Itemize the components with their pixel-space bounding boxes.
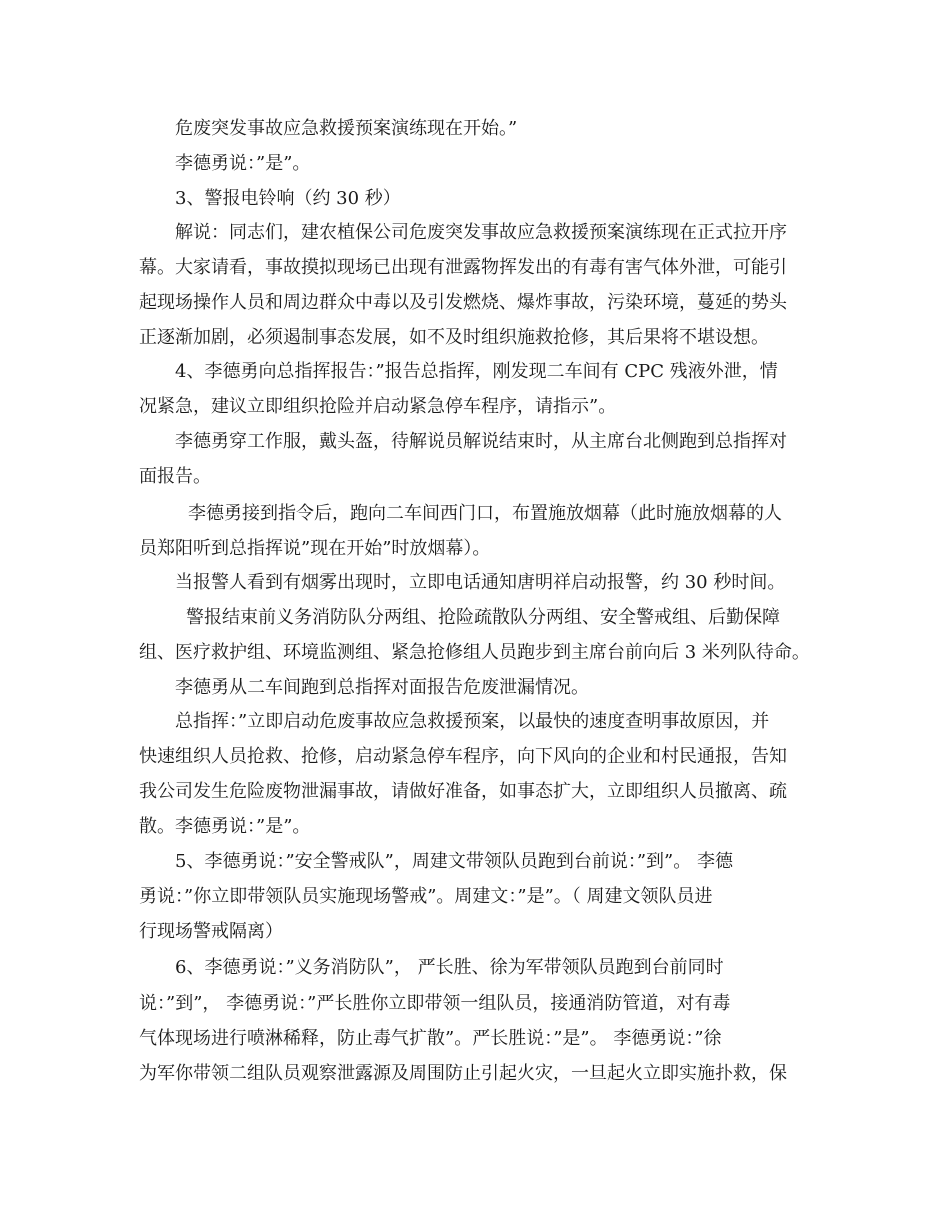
text-line: 当报警人看到有烟雾出现时，立即电话通知唐明祥启动报警，约 30 秒时间。 [175,572,786,593]
text-line: 警报结束前义务消防队分两组、抢险疏散队分两组、安全警戒组、后勤保障 [186,607,780,628]
text-line: 李德勇穿工作服，戴头盔，待解说员解说结束时，从主席台北侧跑到总指挥对 [175,431,787,452]
text-line: 组、医疗救护组、环境监测组、紧急抢修组人员跑步到主席台前向后 3 米列队待命。 [139,642,810,663]
text-line: 面报告。 [139,466,211,487]
text-line: 起现场操作人员和周边群众中毒以及引发燃烧、爆炸事故，污染环境，蔓延的势头 [139,292,787,313]
text-line: 行现场警戒隔离） [139,921,283,942]
text-line: 员郑阳听到总指挥说”现在开始”时放烟幕）。 [139,538,491,559]
text-line: 幕。大家请看，事故摸拟现场已出现有泄露物挥发出的有毒有害气体外泄，可能引 [139,257,787,278]
text-line: 勇说：”你立即带领队员实施现场警戒”。周建文：”是”。（ 周建文领队员进 [139,886,713,907]
text-line: 我公司发生危险废物泄漏事故，请做好准备，如事态扩大，立即组织人员撤离、疏 [139,781,787,802]
text-line: 5、李德勇说：”安全警戒队”，周建文带领队员跑到台前说：”到”。 李德 [175,851,733,872]
text-line: 为军你带领二组队员观察泄露源及周围防止引起火灾，一旦起火立即实施扑救，保 [139,1063,787,1084]
text-line: 正逐渐加剧，必须遏制事态发展，如不及时组织施救抢修，其后果将不堪设想。 [139,327,769,348]
text-line: 3、警报电铃响（约 30 秒） [175,188,401,209]
text-line: 危废突发事故应急救援预案演练现在开始。” [175,118,518,139]
text-line: 4、李德勇向总指挥报告：”报告总指挥，刚发现二车间有 CPC 残液外泄，情 [175,361,778,382]
text-line: 快速组织人员抢救、抢修，启动紧急停车程序，向下风向的企业和村民通报，告知 [139,746,787,767]
text-line: 李德勇从二车间跑到总指挥对面报告危废泄漏情况。 [175,677,589,698]
text-line: 李德勇接到指令后，跑向二车间西门口，布置施放烟幕（此时施放烟幕的人 [188,503,782,524]
text-line: 气体现场进行喷淋稀释，防止毒气扩散”。严长胜说：”是”。 李德勇说：”徐 [139,1028,722,1049]
text-line: 李德勇说：”是”。 [175,153,311,174]
text-line: 说：”到”， 李德勇说：”严长胜你立即带领一组队员，接通消防管道，对有毒 [139,993,731,1014]
text-line: 总指挥：”立即启动危废事故应急救援预案，以最快的速度查明事故原因，并 [175,711,770,732]
text-line: 解说：同志们，建农植保公司危废突发事故应急救援预案演练现在正式拉开序 [175,222,787,243]
text-line: 6、李德勇说：”义务消防队”， 严长胜、徐为军带领队员跑到台前同时 [175,957,724,978]
text-line: 况紧急，建议立即组织抢险并启动紧急停车程序，请指示”。 [139,396,617,417]
text-line: 散。李德勇说：”是”。 [139,816,311,837]
